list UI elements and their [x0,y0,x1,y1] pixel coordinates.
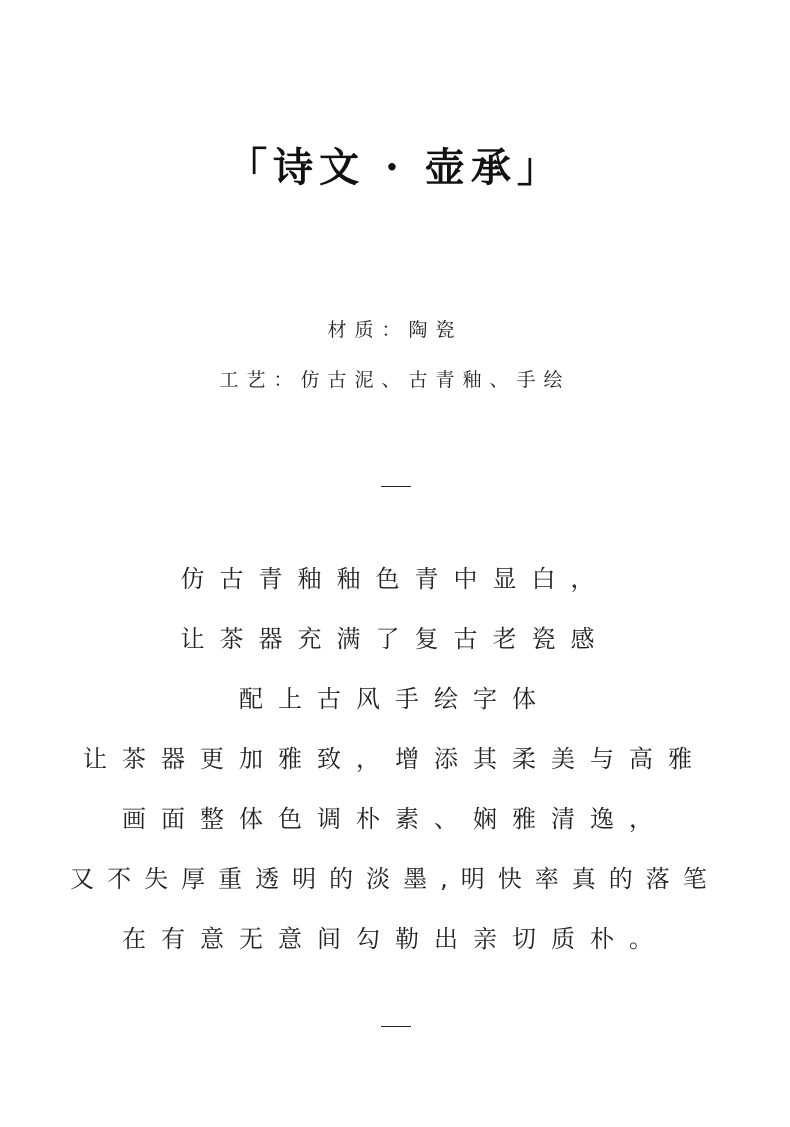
poem-line-3: 配上古风手绘字体 [239,685,551,713]
poem-line-6: 又不失厚重透明的淡墨,明快率真的落笔 [70,865,720,893]
craft-spec: 工艺：仿古泥、古青釉、手绘 [219,369,571,391]
poem-line-7: 在有意无意间勾勒出亲切质朴。 [122,925,668,953]
material-spec: 材质：陶瓷 [327,319,463,341]
poem-line-1: 仿古青釉釉色青中显白， [180,565,610,593]
poem-line-5: 画面整体色调朴素、娴雅清逸， [122,805,668,833]
poem-line-2: 让茶器充满了复古老瓷感 [180,625,610,653]
divider-bottom [381,1026,411,1027]
poem-line-4: 让茶器更加雅致，增添其柔美与高雅 [83,745,707,773]
divider-top [381,486,411,487]
page-title: 「诗文 · 壶承」 [227,144,563,191]
